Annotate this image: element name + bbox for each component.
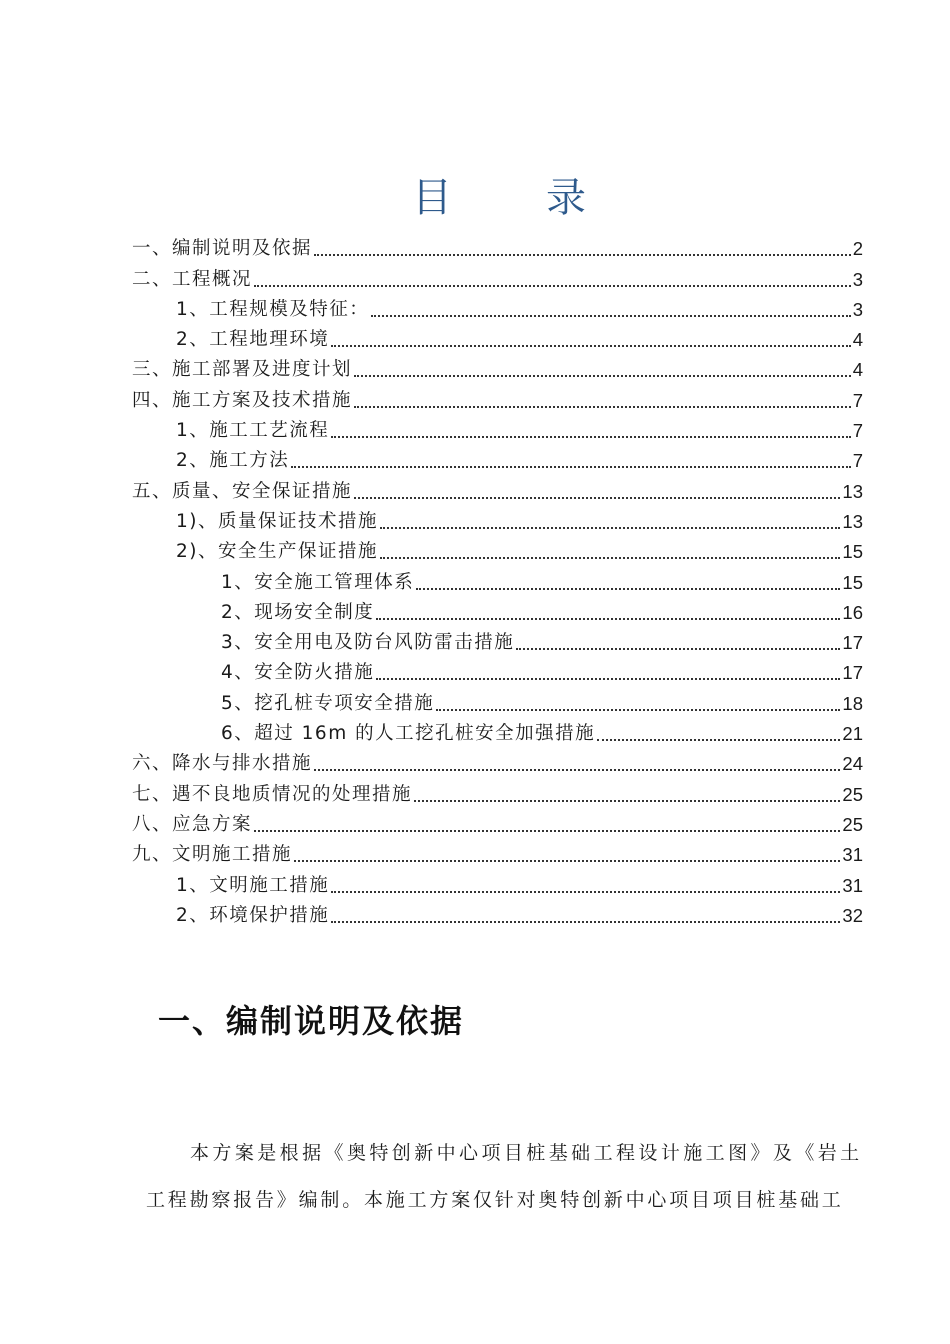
toc-title (0, 170, 950, 226)
toc-entry-page: 32 (842, 904, 863, 926)
table-of-contents (132, 232, 863, 929)
toc-entry[interactable] (132, 656, 863, 686)
toc-entry[interactable] (132, 868, 863, 898)
toc-title-right: 录 (546, 175, 588, 221)
toc-entry-label: 2、工程地理环境 (176, 329, 330, 351)
toc-leader (331, 435, 850, 438)
toc-entry[interactable] (132, 838, 863, 868)
toc-leader (291, 465, 850, 468)
toc-entry-page: 7 (852, 450, 863, 472)
toc-leader (254, 284, 851, 287)
toc-entry[interactable] (132, 535, 863, 565)
toc-entry-page: 24 (842, 753, 863, 775)
toc-entry[interactable] (132, 686, 863, 716)
toc-leader (597, 738, 840, 741)
toc-entry-page: 15 (842, 571, 863, 593)
toc-entry-label: 六、降水与排水措施 (132, 753, 313, 775)
toc-entry-label: 一、编制说明及依据 (132, 238, 313, 260)
toc-entry-page: 4 (852, 329, 863, 351)
toc-entry-label: 2、环境保护措施 (176, 904, 330, 926)
toc-entry-label: 1、工程规模及特征： (176, 298, 370, 320)
toc-entry-page: 13 (842, 510, 863, 532)
toc-entry[interactable] (132, 747, 863, 777)
toc-leader (380, 556, 840, 559)
toc-entry[interactable] (132, 899, 863, 929)
toc-entry-label: 1、安全施工管理体系 (221, 571, 415, 593)
toc-leader (294, 859, 840, 862)
toc-entry-page: 17 (842, 632, 863, 654)
toc-entry-page: 15 (842, 541, 863, 563)
toc-entry[interactable] (132, 444, 863, 474)
section-heading: 一、编制说明及依据 (158, 1002, 465, 1040)
toc-entry-page: 7 (852, 420, 863, 442)
toc-entry-label: 6、超过 16m 的人工挖孔桩安全加强措施 (221, 723, 596, 745)
toc-leader (254, 829, 840, 832)
body-paragraph: 本方案是根据《奥特创新中心项目桩基础工程设计施工图》及《岩土工程勘察报告》编制。本施工方案仅针对奥特创新中心项目项目桩基础工 (146, 1142, 862, 1211)
toc-entry-page: 13 (842, 480, 863, 502)
toc-entry-page: 18 (842, 692, 863, 714)
toc-entry-label: 二、工程概况 (132, 268, 253, 290)
toc-entry-label: 3、安全用电及防台风防雷击措施 (221, 632, 515, 654)
toc-leader (354, 374, 851, 377)
toc-entry[interactable] (132, 293, 863, 323)
toc-leader (331, 344, 850, 347)
toc-entry-label: 2、现场安全制度 (221, 601, 375, 623)
toc-entry-page: 7 (852, 389, 863, 411)
toc-entry[interactable] (132, 383, 863, 413)
toc-entry[interactable] (132, 232, 863, 262)
toc-entry-label: 1)、质量保证技术措施 (176, 510, 378, 532)
toc-entry-page: 16 (842, 601, 863, 623)
toc-leader (371, 314, 850, 317)
toc-entry-label: 2)、安全生产保证措施 (176, 541, 378, 563)
toc-leader (331, 920, 840, 923)
toc-entry-label: 5、挖孔桩专项安全措施 (221, 692, 435, 714)
toc-entry[interactable] (132, 474, 863, 504)
toc-leader (354, 496, 840, 499)
toc-entry-label: 1、施工工艺流程 (176, 420, 330, 442)
toc-entry[interactable] (132, 596, 863, 626)
toc-entry-label: 九、文明施工措施 (132, 844, 293, 866)
toc-leader (436, 708, 840, 711)
toc-entry-label: 三、施工部署及进度计划 (132, 359, 353, 381)
toc-entry-label: 1、文明施工措施 (176, 874, 330, 896)
toc-entry-page: 31 (842, 874, 863, 896)
toc-entry[interactable] (132, 353, 863, 383)
toc-entry-page: 31 (842, 844, 863, 866)
toc-entry[interactable] (132, 505, 863, 535)
toc-leader (414, 799, 840, 802)
toc-entry[interactable] (132, 565, 863, 595)
toc-entry-label: 4、安全防火措施 (221, 662, 375, 684)
toc-leader (331, 890, 840, 893)
toc-entry-page: 4 (852, 359, 863, 381)
toc-entry[interactable] (132, 414, 863, 444)
toc-entry[interactable] (132, 777, 863, 807)
toc-entry-label: 四、施工方案及技术措施 (132, 389, 353, 411)
toc-entry-label: 八、应急方案 (132, 813, 253, 835)
toc-leader (376, 677, 840, 680)
toc-entry-label: 七、遇不良地质情况的处理措施 (132, 783, 413, 805)
toc-entry[interactable] (132, 808, 863, 838)
toc-leader (314, 253, 851, 256)
toc-leader (380, 526, 840, 529)
toc-leader (516, 647, 840, 650)
body-text (146, 1130, 862, 1224)
toc-entry[interactable] (132, 626, 863, 656)
toc-leader (376, 617, 840, 620)
toc-entry[interactable] (132, 262, 863, 292)
toc-entry-label: 2、施工方法 (176, 450, 290, 472)
toc-entry-page: 25 (842, 783, 863, 805)
toc-entry-label: 五、质量、安全保证措施 (132, 480, 353, 502)
toc-entry-page: 25 (842, 813, 863, 835)
toc-title-left: 目 (412, 175, 454, 221)
toc-entry[interactable] (132, 717, 863, 747)
toc-leader (416, 587, 840, 590)
toc-entry-page: 21 (842, 723, 863, 745)
toc-leader (314, 768, 840, 771)
toc-entry-page: 3 (852, 268, 863, 290)
toc-entry-page: 2 (852, 238, 863, 260)
toc-entry-page: 17 (842, 662, 863, 684)
toc-leader (354, 405, 851, 408)
toc-entry[interactable] (132, 323, 863, 353)
toc-entry-page: 3 (852, 298, 863, 320)
